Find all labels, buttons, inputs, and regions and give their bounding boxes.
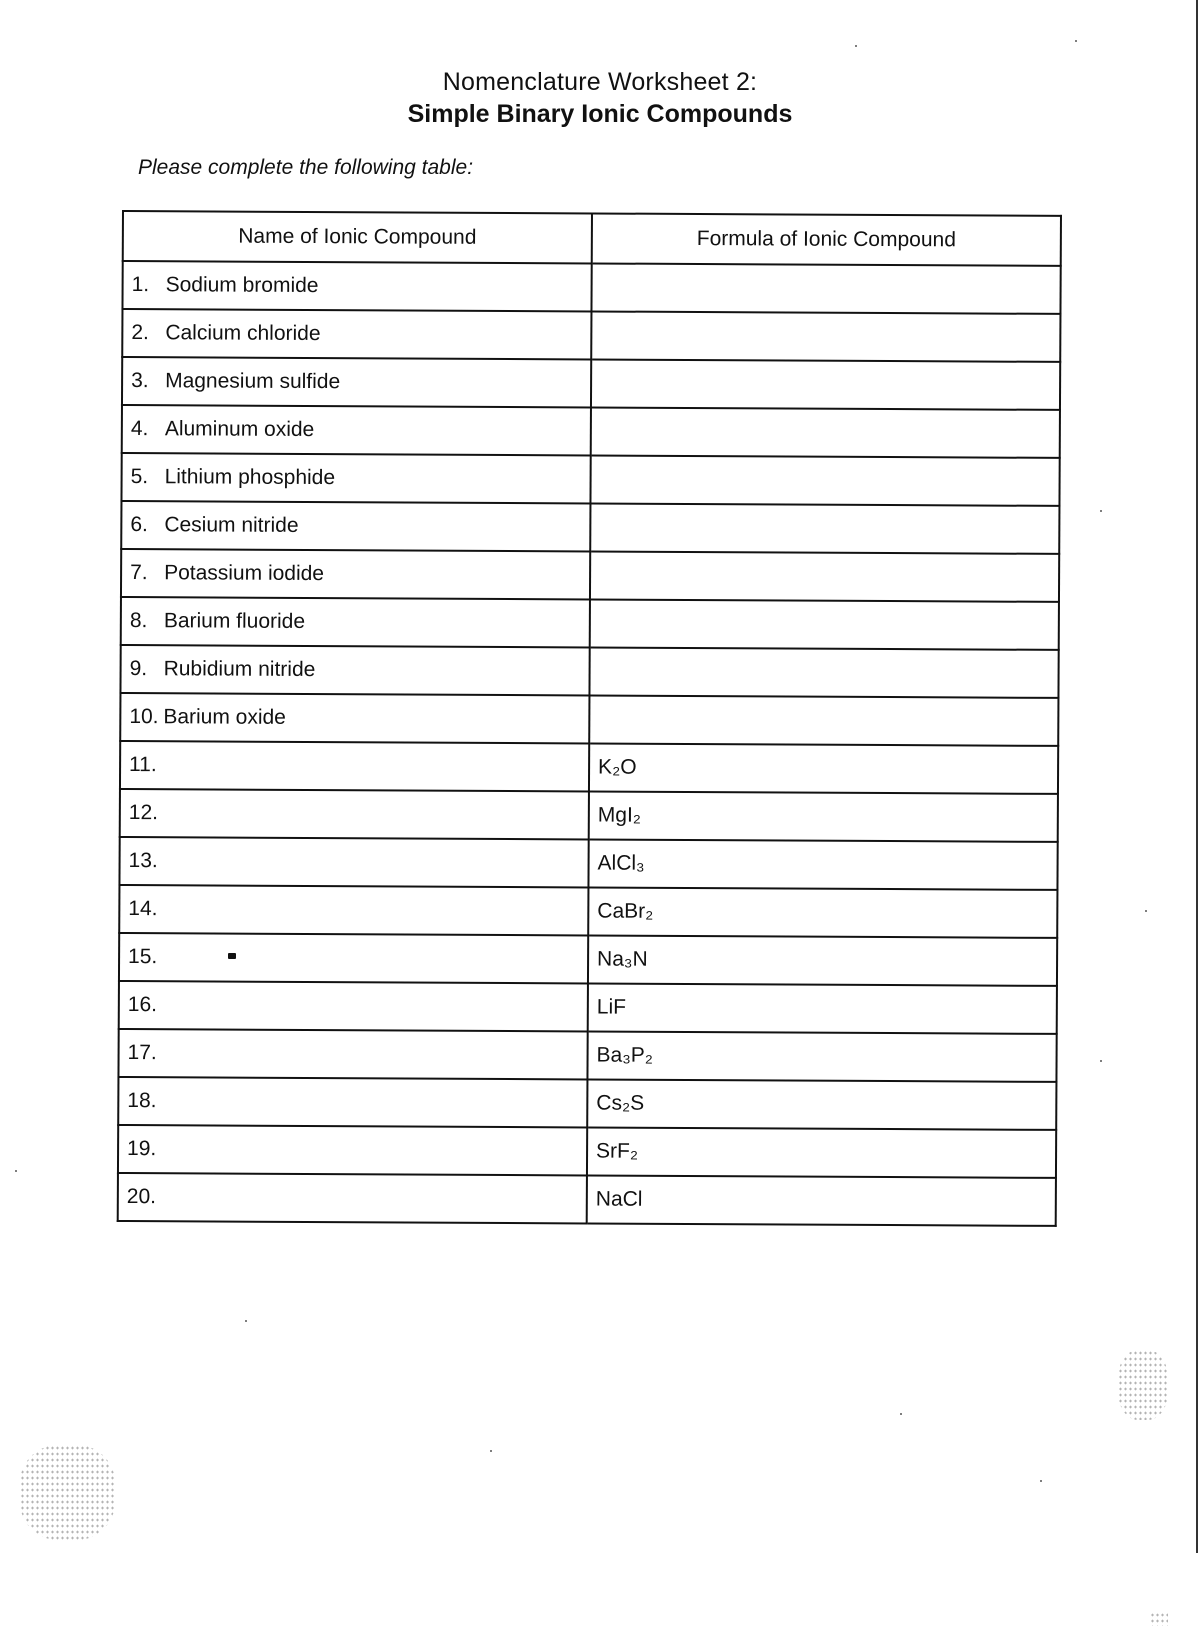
scan-edge-line [1196, 0, 1198, 1553]
speck [228, 953, 236, 959]
table-row [118, 1125, 1056, 1178]
table-row [118, 1173, 1056, 1226]
compound-formula-cell[interactable] [587, 1175, 1056, 1225]
speck [1040, 1480, 1042, 1482]
compound-formula-cell[interactable] [587, 1079, 1056, 1129]
compound-formula-cell[interactable] [591, 311, 1060, 361]
compound-formula: NaCl [596, 1187, 643, 1210]
row-number: 16. [128, 993, 162, 1017]
compound-name-cell[interactable] [120, 741, 589, 791]
row-number: 15. [128, 945, 162, 969]
compound-formula-cell[interactable] [591, 407, 1060, 457]
row-number: 2. [131, 321, 165, 345]
compound-formula: Cs₂S [596, 1091, 644, 1114]
table-row [120, 741, 1058, 794]
table-row [119, 933, 1057, 986]
compound-name: Sodium bromide [166, 273, 319, 297]
row-number: 8. [130, 609, 164, 633]
worksheet-title: Nomenclature Worksheet 2: [0, 68, 1200, 97]
compound-name-cell[interactable] [122, 405, 591, 455]
compound-formula: K₂O [598, 756, 637, 779]
scan-noise-bottom-left [20, 1445, 115, 1540]
table-row [118, 1077, 1056, 1130]
compound-name: Potassium iodide [164, 561, 324, 585]
compound-name-cell[interactable] [118, 1029, 587, 1079]
compound-name-cell[interactable] [118, 1125, 587, 1175]
scan-noise-right-small [1150, 1612, 1168, 1626]
compound-name-cell[interactable] [122, 309, 591, 359]
table-row [122, 261, 1060, 314]
speck [245, 1320, 247, 1322]
compound-formula: LiF [597, 995, 626, 1018]
compound-name-cell[interactable] [119, 837, 588, 887]
table-row [122, 309, 1060, 362]
row-number: 6. [130, 513, 164, 537]
compound-formula-cell[interactable] [588, 887, 1057, 937]
row-number: 12. [129, 801, 163, 825]
speck [15, 1170, 17, 1172]
table-header-row [123, 211, 1061, 266]
compound-table [117, 210, 1062, 1227]
compound-formula: Ba₃P₂ [597, 1043, 654, 1066]
row-number: 11. [129, 753, 163, 777]
compound-name-cell[interactable] [119, 933, 588, 983]
table-row [122, 357, 1060, 410]
speck [1100, 510, 1102, 512]
row-number: 18. [127, 1089, 161, 1113]
row-number: 5. [131, 465, 165, 489]
compound-name: Barium oxide [163, 705, 286, 729]
table-row [121, 453, 1059, 506]
row-number: 1. [132, 273, 166, 297]
compound-name-cell[interactable] [121, 501, 590, 551]
speck [490, 1450, 492, 1452]
compound-formula-cell[interactable] [591, 263, 1060, 313]
table-row [122, 405, 1060, 458]
row-number: 3. [131, 369, 165, 393]
compound-formula-cell[interactable] [591, 359, 1060, 409]
compound-name-cell[interactable] [119, 981, 588, 1031]
row-number: 14. [128, 897, 162, 921]
compound-formula-cell[interactable] [588, 935, 1057, 985]
compound-formula-cell[interactable] [588, 839, 1057, 889]
compound-formula: MgI₂ [598, 803, 641, 826]
compound-name-cell[interactable] [118, 1173, 587, 1223]
row-number: 13. [129, 849, 163, 873]
compound-formula: AlCl₃ [598, 851, 645, 874]
compound-formula: CaBr₂ [597, 899, 653, 922]
compound-formula-cell[interactable] [590, 455, 1059, 505]
speck [855, 45, 857, 47]
table-row [120, 693, 1058, 746]
name-column-header: Name of Ionic Compound [123, 211, 592, 263]
compound-formula-cell[interactable] [589, 695, 1058, 745]
speck [1075, 40, 1077, 42]
instructions-text: Please complete the following table: [138, 156, 473, 180]
row-number: 9. [130, 657, 164, 681]
compound-formula: SrF₂ [596, 1139, 638, 1162]
compound-name: Cesium nitride [164, 513, 298, 537]
compound-name-cell[interactable] [121, 453, 590, 503]
row-number: 20. [127, 1185, 161, 1209]
speck [1145, 910, 1147, 912]
row-number: 17. [128, 1041, 162, 1065]
compound-name-cell[interactable] [122, 357, 591, 407]
compound-formula-cell[interactable] [590, 503, 1059, 553]
compound-formula-cell[interactable] [588, 983, 1057, 1033]
table-body [118, 261, 1061, 1226]
row-number: 4. [131, 417, 165, 441]
compound-formula: Na₃N [597, 947, 648, 970]
compound-name-cell[interactable] [120, 789, 589, 839]
compound-formula-cell[interactable] [589, 791, 1058, 841]
table-row [118, 1029, 1056, 1082]
row-number: 10. [129, 705, 163, 729]
table-row [119, 837, 1057, 890]
formula-column-header: Formula of Ionic Compound [592, 213, 1061, 265]
compound-name: Aluminum oxide [165, 417, 315, 441]
compound-formula-cell[interactable] [587, 1031, 1056, 1081]
table-row [120, 645, 1058, 698]
worksheet-subtitle: Simple Binary Ionic Compounds [0, 100, 1200, 129]
compound-formula-cell[interactable] [589, 743, 1058, 793]
compound-formula-cell[interactable] [590, 551, 1059, 601]
table-row [120, 789, 1058, 842]
table-row [121, 549, 1059, 602]
compound-name-cell[interactable] [121, 597, 590, 647]
compound-name: Rubidium nitride [164, 657, 316, 681]
scan-noise-right [1118, 1350, 1168, 1420]
compound-name-cell[interactable] [121, 549, 590, 599]
row-number: 7. [130, 561, 164, 585]
compound-name: Barium fluoride [164, 609, 305, 633]
compound-formula-cell[interactable] [589, 647, 1058, 697]
compound-name-cell[interactable] [118, 1077, 587, 1127]
table-row [121, 597, 1059, 650]
compound-formula-cell[interactable] [590, 599, 1059, 649]
compound-formula-cell[interactable] [587, 1127, 1056, 1177]
speck [900, 1413, 902, 1415]
compound-name: Lithium phosphide [165, 465, 336, 489]
compound-name-cell[interactable] [122, 261, 591, 311]
compound-name-cell[interactable] [120, 693, 589, 743]
row-number: 19. [127, 1137, 161, 1161]
compound-name: Calcium chloride [165, 321, 320, 345]
table-row [119, 981, 1057, 1034]
speck [1100, 1060, 1102, 1062]
compound-name-cell[interactable] [119, 885, 588, 935]
table-row [121, 501, 1059, 554]
compound-name: Magnesium sulfide [165, 369, 340, 393]
compound-name-cell[interactable] [120, 645, 589, 695]
table-row [119, 885, 1057, 938]
